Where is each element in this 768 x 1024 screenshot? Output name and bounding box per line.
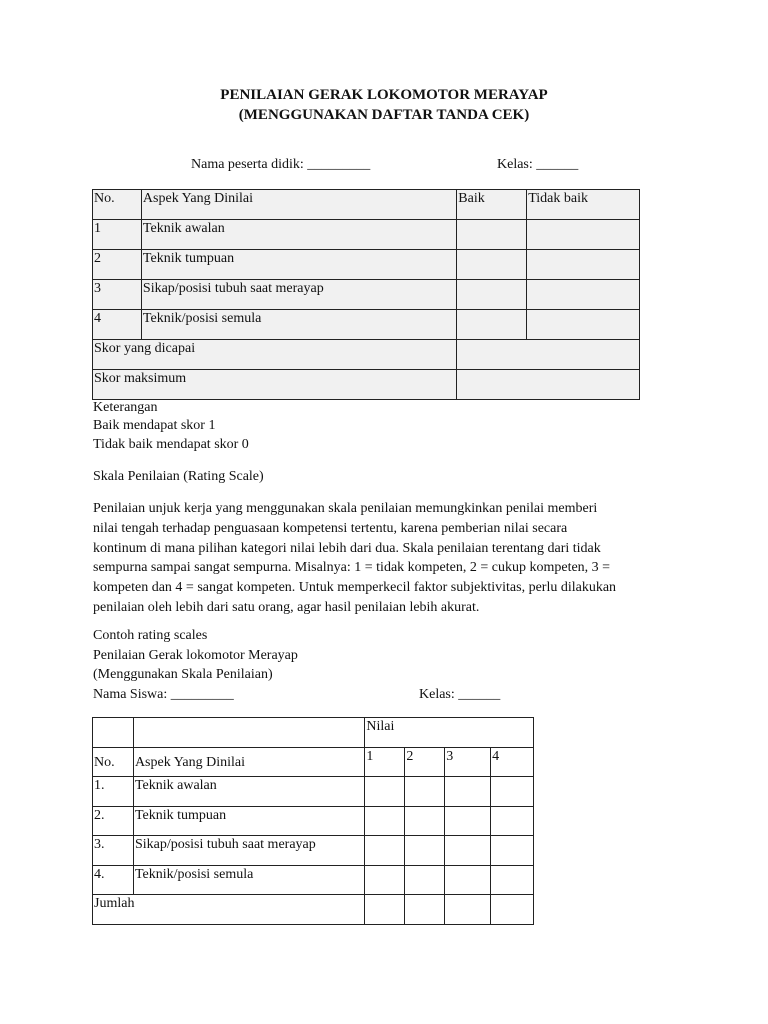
paragraph-line: nilai tengah terhadap penguasaan kompetensi tertentu, karena pemberian nilai secara [93, 520, 568, 536]
page-subtitle: (MENGGUNAKAN DAFTAR TANDA CEK) [238, 107, 530, 123]
score-cell[interactable] [491, 777, 534, 807]
notes-line-1: Baik mendapat skor 1 [93, 418, 216, 433]
total-cell[interactable] [365, 895, 405, 925]
score-cell[interactable] [491, 807, 534, 836]
table-row [93, 220, 640, 250]
score-cell[interactable] [445, 866, 491, 895]
table-row [93, 836, 534, 866]
not-good-cell[interactable] [527, 310, 640, 340]
student-name-label: Nama peserta didik: _________ [191, 157, 371, 172]
table-header-row [93, 190, 640, 220]
rating-heading: Skala Penilaian (Rating Scale) [93, 469, 264, 484]
score-cell[interactable] [445, 777, 491, 807]
score-achieved-value[interactable] [457, 340, 640, 370]
score-cell[interactable] [445, 807, 491, 836]
total-cell[interactable] [445, 895, 491, 925]
row-aspect: Sikap/posisi tubuh saat merayap [133, 836, 364, 866]
row-no: 1. [93, 777, 134, 807]
nilai-header-row [93, 718, 534, 748]
header-no: No. [93, 748, 134, 777]
header-not-good: Tidak baik [527, 190, 640, 220]
row-no: 3 [93, 280, 142, 310]
header-blank [93, 718, 134, 748]
example-line-2: Penilaian Gerak lokomotor Merayap [93, 648, 298, 663]
table-header-row [93, 748, 534, 777]
example-line-1: Contoh rating scales [93, 628, 208, 643]
header-score-1: 1 [365, 748, 405, 777]
row-aspect: Teknik/posisi semula [141, 310, 456, 340]
score-cell[interactable] [405, 777, 445, 807]
paragraph-line: penilaian oleh lebih dari satu orang, agar hasil penilaian lebih akurat. [93, 599, 480, 615]
row-no: 4 [93, 310, 142, 340]
total-row [93, 895, 534, 925]
header-nilai: Nilai [365, 718, 534, 748]
notes-heading: Keterangan [93, 400, 158, 415]
row-aspect: Teknik/posisi semula [133, 866, 364, 895]
score-cell[interactable] [405, 866, 445, 895]
score-max-row [93, 370, 640, 400]
good-cell[interactable] [457, 250, 527, 280]
score-achieved-row [93, 340, 640, 370]
score-cell[interactable] [365, 836, 405, 866]
table-row [93, 280, 640, 310]
header-score-4: 4 [491, 748, 534, 777]
row-aspect: Teknik awalan [133, 777, 364, 807]
total-cell[interactable] [405, 895, 445, 925]
score-cell[interactable] [365, 807, 405, 836]
table-row [93, 807, 534, 836]
score-cell[interactable] [365, 866, 405, 895]
header-aspect: Aspek Yang Dinilai [133, 748, 364, 777]
table-row [93, 250, 640, 280]
score-cell[interactable] [365, 777, 405, 807]
example-class-label: Kelas: ______ [419, 687, 501, 702]
example-line-3: (Menggunakan Skala Penilaian) [93, 667, 273, 682]
header-score-2: 2 [405, 748, 445, 777]
score-max-label: Skor maksimum [93, 370, 457, 400]
class-label: Kelas: ______ [497, 157, 579, 172]
good-cell[interactable] [457, 280, 527, 310]
row-no: 1 [93, 220, 142, 250]
header-no: No. [93, 190, 142, 220]
total-label: Jumlah [93, 895, 365, 925]
paragraph-line: sempurna sampai sangat sempurna. Misalnya: 1 = tidak kompeten, 2 = cukup kompeten, 3 = [93, 560, 611, 576]
table-row [93, 777, 534, 807]
table-row [93, 310, 640, 340]
rating-table [92, 717, 534, 925]
row-aspect: Sikap/posisi tubuh saat merayap [141, 280, 456, 310]
example-student-label: Nama Siswa: _________ [93, 687, 234, 702]
not-good-cell[interactable] [527, 220, 640, 250]
score-max-value[interactable] [457, 370, 640, 400]
paragraph-line: kompeten dan 4 = sangat kompeten. Untuk memperkecil faktor subjektivitas, perlu dilakukan [93, 580, 617, 596]
score-cell[interactable] [491, 866, 534, 895]
header-aspect: Aspek Yang Dinilai [141, 190, 456, 220]
good-cell[interactable] [457, 310, 527, 340]
table-row [93, 866, 534, 895]
row-no: 3. [93, 836, 134, 866]
row-no: 2 [93, 250, 142, 280]
row-no: 4. [93, 866, 134, 895]
header-blank [133, 718, 364, 748]
row-aspect: Teknik awalan [141, 220, 456, 250]
score-cell[interactable] [405, 807, 445, 836]
rating-paragraph [93, 499, 683, 618]
score-achieved-label: Skor yang dicapai [93, 340, 457, 370]
total-cell[interactable] [491, 895, 534, 925]
header-good: Baik [457, 190, 527, 220]
row-no: 2. [93, 807, 134, 836]
score-cell[interactable] [491, 836, 534, 866]
paragraph-line: kontinum di mana pilihan kategori nilai lebih dari dua. Skala penilaian terentang dari tidak [93, 540, 601, 556]
checklist-table [92, 189, 640, 400]
not-good-cell[interactable] [527, 250, 640, 280]
row-aspect: Teknik tumpuan [133, 807, 364, 836]
good-cell[interactable] [457, 220, 527, 250]
row-aspect: Teknik tumpuan [141, 250, 456, 280]
score-cell[interactable] [405, 836, 445, 866]
header-score-3: 3 [445, 748, 491, 777]
paragraph-line: Penilaian unjuk kerja yang menggunakan skala penilaian memungkinkan penilai memberi [93, 501, 598, 516]
score-cell[interactable] [445, 836, 491, 866]
page-title: PENILAIAN GERAK LOKOMOTOR MERAYAP [220, 87, 548, 103]
notes-line-2: Tidak baik mendapat skor 0 [93, 437, 249, 452]
not-good-cell[interactable] [527, 280, 640, 310]
